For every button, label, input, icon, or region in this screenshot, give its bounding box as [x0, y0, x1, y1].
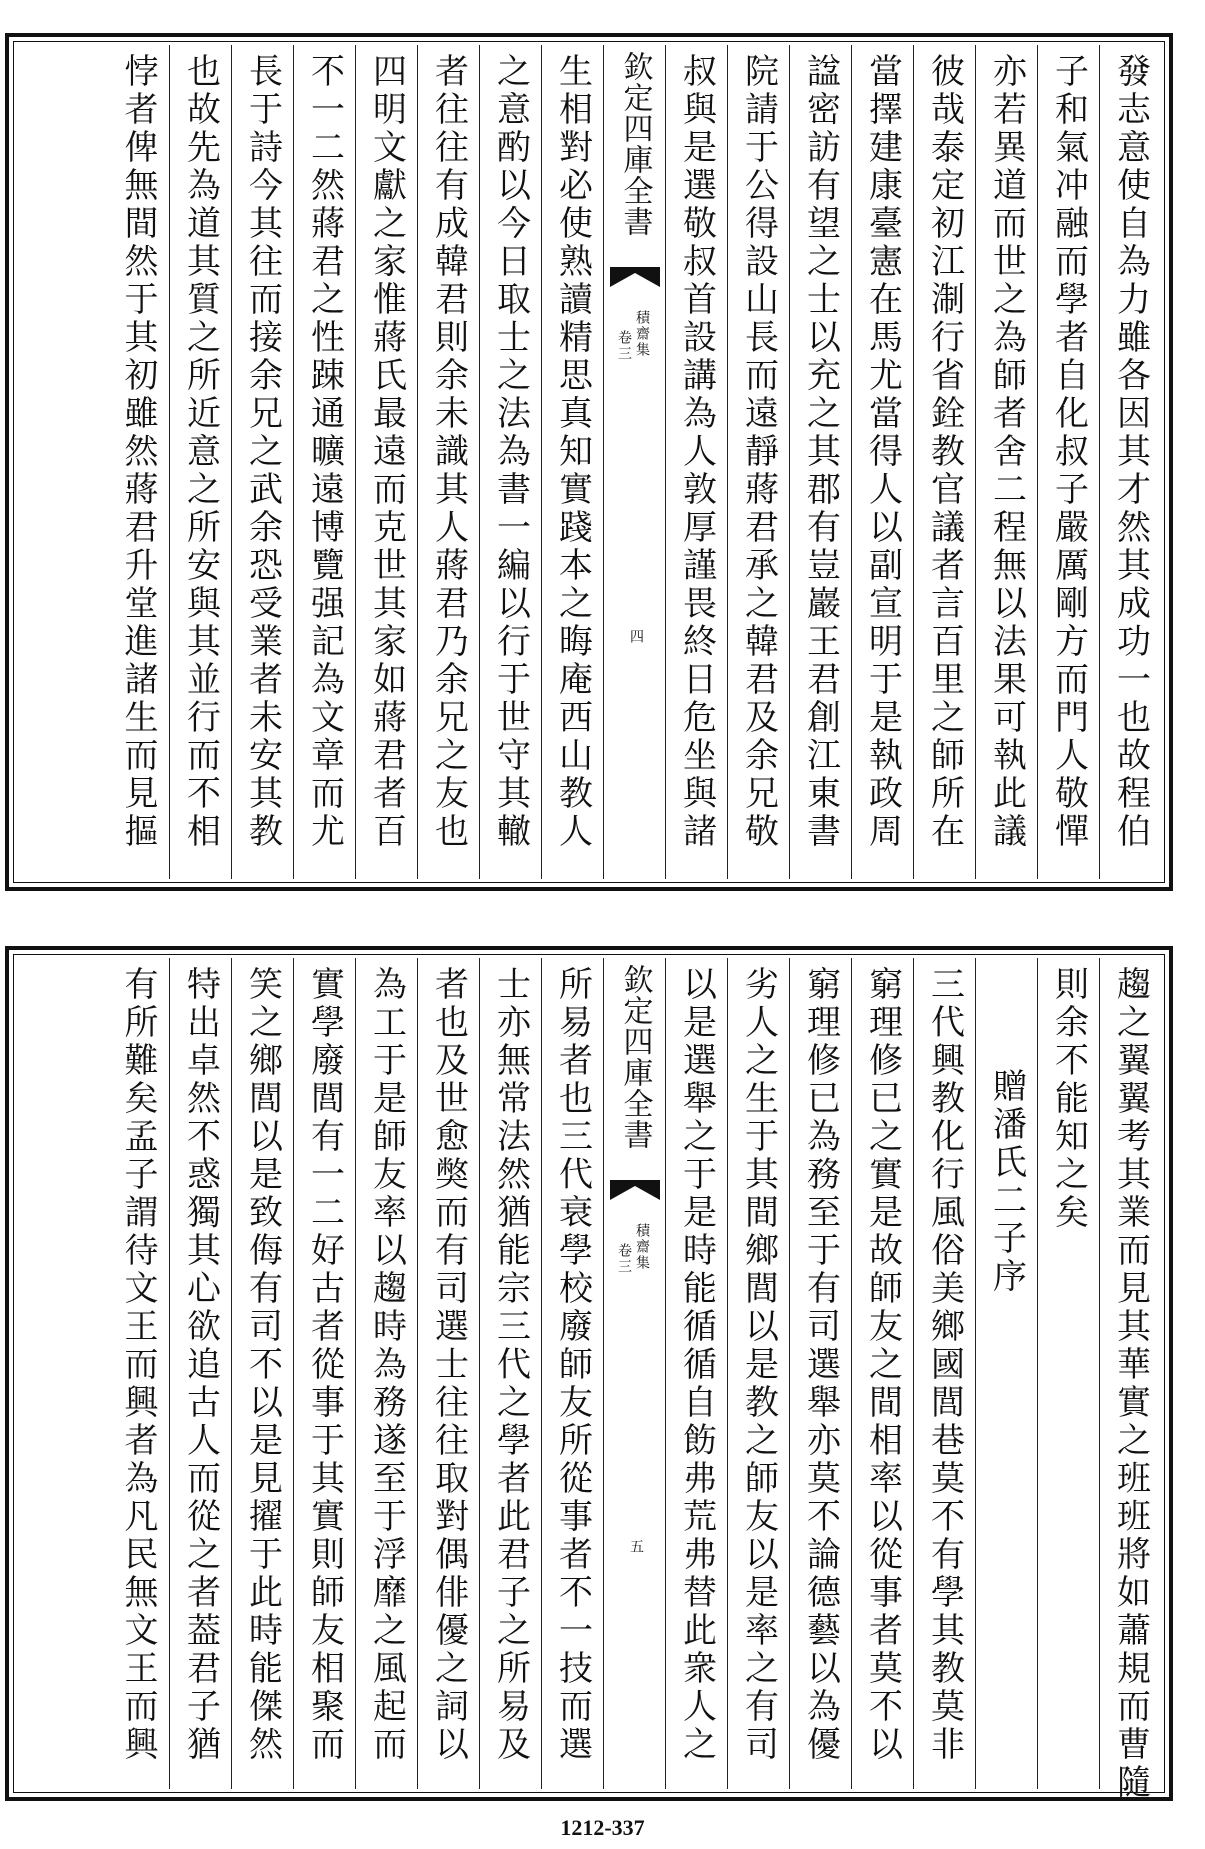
top-column-9	[541, 45, 603, 879]
top-column-10-text: 之意酌以今日取士之法為書一編以行于世守其轍	[490, 53, 531, 851]
bottom-column-14	[231, 958, 293, 1789]
bottom-column-4-text: 三代興教化行風俗美鄉國閭巷莫不有學其教莫非	[924, 966, 965, 1764]
top-column-3-text: 亦若異道而世之為師者舍二程無以法果可執此議	[986, 53, 1027, 851]
bottom-column-6-text: 窮理修已為務至于有司選舉亦莫不論德藝以為優	[800, 966, 841, 1764]
top-column-12-text: 四明文獻之家惟蔣氏最遠而克世其家如蔣君者百	[366, 53, 407, 851]
top-juan-number: 卷三	[616, 330, 632, 362]
top-column-6	[789, 45, 851, 879]
bottom-column-8	[665, 958, 727, 1789]
bottom-leaf-number: 五	[628, 1539, 644, 1555]
bottom-column-16	[107, 958, 169, 1789]
top-leaf-number: 四	[628, 629, 644, 645]
page-code: 1212-337	[560, 1815, 645, 1840]
top-volume-name: 積齋集	[634, 310, 650, 358]
bottom-column-3-text: 贈潘氏二子序	[986, 1068, 1027, 1296]
top-column-4	[913, 45, 975, 879]
top-column-5	[851, 45, 913, 879]
bottom-column-16-text: 有所難矣孟子謂待文王而興者為凡民無文王而興	[118, 966, 158, 1764]
top-column-11	[417, 45, 479, 879]
bottom-column-12	[355, 958, 417, 1789]
bottom-column-15-text: 特出卓然不惑獨其心欲追古人而從之者葢君子猶	[180, 966, 221, 1764]
top-column-14	[231, 45, 293, 879]
top-column-8	[665, 45, 727, 879]
bottom-column-5-text: 窮理修已之實是故師友之間相率以從事者莫不以	[862, 966, 903, 1764]
bottom-column-13	[293, 958, 355, 1789]
bottom-column-10	[479, 958, 541, 1789]
bottom-column-14-text: 笑之鄉閭以是致侮有司不以是見擢于此時能傑然	[242, 966, 283, 1764]
bottom-column-9	[541, 958, 603, 1789]
bottom-column-7-text: 劣人之生于其間鄉閭以是教之師友以是率之有司	[738, 966, 779, 1764]
top-column-15	[169, 45, 231, 879]
bottom-column-15	[169, 958, 231, 1789]
bottom-column-7	[727, 958, 789, 1789]
top-column-13	[293, 45, 355, 879]
bottom-column-4	[913, 958, 975, 1789]
bottom-column-1	[1099, 958, 1161, 1802]
bottom-column-2	[1037, 958, 1099, 1789]
top-column-13-text: 不一二然蔣君之性踈通曠遠博覽强記為文章而尤	[304, 53, 345, 851]
bottom-column-6	[789, 958, 851, 1789]
bottom-column-10-text: 士亦無常法然猶能宗三代之學者此君子之所易及	[490, 966, 531, 1764]
bottom-column-8-text: 以是選舉之于是時能循循自飭弗荒弗替此衆人之	[676, 966, 717, 1764]
bottom-juan-number: 卷三	[616, 1243, 632, 1275]
top-column-11-text: 者往往有成韓君則余未識其人蔣君乃余兄之友也	[428, 53, 469, 851]
top-column-4-text: 彼哉泰定初江淛行省銓教官議者言百里之師所在	[924, 53, 965, 851]
top-column-7-text: 院請于公得設山長而遠靜蔣君承之韓君及余兄敬	[738, 53, 779, 851]
top-column-16-text: 悖者俾無間然于其初雖然蔣君升堂進諸生而見摳	[118, 53, 158, 851]
bottom-column-5	[851, 958, 913, 1789]
top-column-1	[1099, 45, 1161, 879]
top-column-2-text: 子和氣冲融而學者自化叔子嚴厲剛方而門人敬憚	[1048, 53, 1089, 851]
bottom-column-9-text: 所易者也三代衰學校廢師友所從事者不一技而選	[552, 966, 593, 1764]
bottom-fish-tail-mark	[610, 1180, 660, 1200]
top-page-frame	[5, 33, 1173, 891]
top-column-7	[727, 45, 789, 879]
bottom-column-13-text: 實學廢閭有一二好古者從事于其實則師友相聚而	[304, 966, 345, 1764]
bottom-column-11	[417, 958, 479, 1789]
top-column-3	[975, 45, 1037, 879]
top-center-column	[603, 45, 665, 879]
bottom-column-11-text: 者也及世愈獘而有司選士往往取對偶俳優之詞以	[428, 966, 469, 1764]
top-column-1-text: 發志意使自為力雖各因其才然其成功一也故程伯	[1110, 53, 1151, 851]
bottom-page-frame	[5, 946, 1173, 1801]
bottom-volume-name: 積齋集	[634, 1223, 650, 1271]
bottom-page-columns	[17, 958, 1161, 1802]
top-column-10	[479, 45, 541, 879]
top-column-14-text: 長于詩今其往而接余兄之武余恐受業者未安其教	[242, 53, 283, 851]
top-column-12	[355, 45, 417, 879]
top-column-2	[1037, 45, 1099, 879]
top-page-columns	[17, 45, 1161, 879]
bottom-column-12-text: 為工于是師友率以趨時為務遂至于浮靡之風起而	[366, 966, 407, 1764]
top-column-6-text: 諡密訪有望之士以充之其郡有豈巖王君創江東書	[800, 53, 841, 851]
bottom-book-title: 欽定四庫全書	[617, 964, 653, 1150]
top-fish-tail-mark	[610, 267, 660, 287]
bottom-column-2-text: 則余不能知之矣	[1048, 966, 1089, 1232]
top-column-9-text: 生相對必使熟讀精思真知實踐本之晦庵西山教人	[552, 53, 593, 851]
top-column-15-text: 也故先為道其質之所近意之所安與其並行而不相	[180, 53, 221, 851]
bottom-center-column	[603, 958, 665, 1789]
top-book-title: 欽定四庫全書	[617, 51, 653, 237]
top-column-8-text: 叔與是選敬叔首設講為人敦厚謹畏終日危坐與諸	[676, 53, 717, 851]
top-column-5-text: 當擇建康臺憲在馬尤當得人以副宣明于是執政周	[862, 53, 903, 851]
top-column-16	[107, 45, 169, 879]
bottom-column-1-text: 趨之翼翼考其業而見其華實之班班將如蕭規而曹隨	[1110, 966, 1151, 1802]
bottom-column-3	[975, 958, 1037, 1789]
